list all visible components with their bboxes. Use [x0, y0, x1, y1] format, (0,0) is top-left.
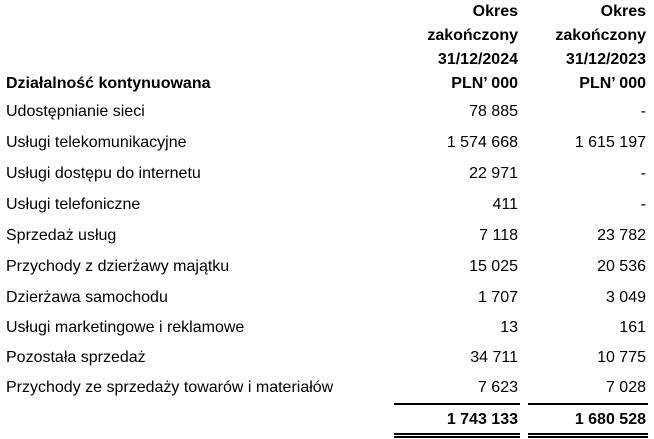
table-row	[0, 162, 654, 193]
header-2023-line-2: zakończony	[555, 27, 646, 44]
total-double-rule-2023-a	[528, 433, 648, 435]
table-row	[0, 255, 654, 286]
row-value-2023: 7 028	[605, 379, 646, 396]
row-value-2024: 13	[500, 319, 518, 336]
row-label: Usługi telefoniczne	[6, 196, 141, 213]
total-top-rule-2024	[394, 403, 520, 405]
row-value-2024: 78 885	[469, 103, 518, 120]
row-value-2023: -	[640, 196, 646, 213]
header-2024-line-3: 31/12/2024	[437, 51, 518, 68]
header-2024-line-4: PLN’ 000	[451, 75, 518, 92]
row-label: Sprzedaż usług	[6, 227, 117, 244]
table-row	[0, 286, 654, 317]
row-value-2023: 1 615 197	[574, 134, 646, 151]
table-row	[0, 224, 654, 255]
row-value-2023: -	[640, 103, 646, 120]
row-value-2023: -	[640, 165, 646, 182]
total-top-rule-2023	[528, 403, 648, 405]
header-2024-line-1: Okres	[472, 3, 518, 20]
row-value-2024: 15 025	[469, 258, 518, 275]
row-label: Udostępnianie sieci	[6, 103, 145, 120]
total-double-rule-2024-b	[394, 436, 520, 438]
row-value-2023: 10 775	[597, 349, 646, 366]
section-title: Działalność kontynuowana	[6, 75, 211, 92]
header-2023-line-4: PLN’ 000	[579, 75, 646, 92]
row-label: Usługi telekomunikacyjne	[6, 134, 187, 151]
total-value-2023: 1 680 528	[574, 411, 646, 428]
header-column-2023	[516, 0, 646, 96]
row-value-2023: 3 049	[605, 289, 646, 306]
table-row	[0, 193, 654, 224]
total-value-2024: 1 743 133	[446, 411, 518, 428]
row-value-2024: 1 574 668	[446, 134, 518, 151]
table-row	[0, 346, 654, 377]
header-column-2024	[388, 0, 518, 96]
row-value-2023: 161	[619, 319, 646, 336]
table-row	[0, 100, 654, 131]
row-label: Usługi dostępu do internetu	[6, 165, 201, 182]
table-row	[0, 131, 654, 162]
row-value-2024: 34 711	[470, 349, 518, 366]
table-row	[0, 316, 654, 347]
total-double-rule-2024-a	[394, 433, 520, 435]
total-double-rule-2023-b	[528, 436, 648, 438]
row-value-2024: 411	[492, 196, 518, 213]
header-2024-line-2: zakończony	[427, 27, 518, 44]
row-label: Dzierżawa samochodu	[6, 289, 168, 306]
row-label: Usługi marketingowe i reklamowe	[6, 319, 245, 336]
row-value-2023: 20 536	[597, 258, 646, 275]
row-label: Pozostała sprzedaż	[6, 349, 146, 366]
row-value-2024: 22 971	[469, 165, 518, 182]
row-value-2024: 7 118	[479, 227, 518, 244]
row-value-2024: 7 623	[477, 379, 518, 396]
row-value-2024: 1 707	[477, 289, 518, 306]
row-label: Przychody ze sprzedaży towarów i materiałów	[6, 379, 334, 396]
header-2023-line-3: 31/12/2023	[565, 51, 646, 68]
row-value-2023: 23 782	[597, 227, 646, 244]
row-label: Przychody z dzierżawy majątku	[6, 258, 230, 275]
header-2023-line-1: Okres	[600, 3, 646, 20]
